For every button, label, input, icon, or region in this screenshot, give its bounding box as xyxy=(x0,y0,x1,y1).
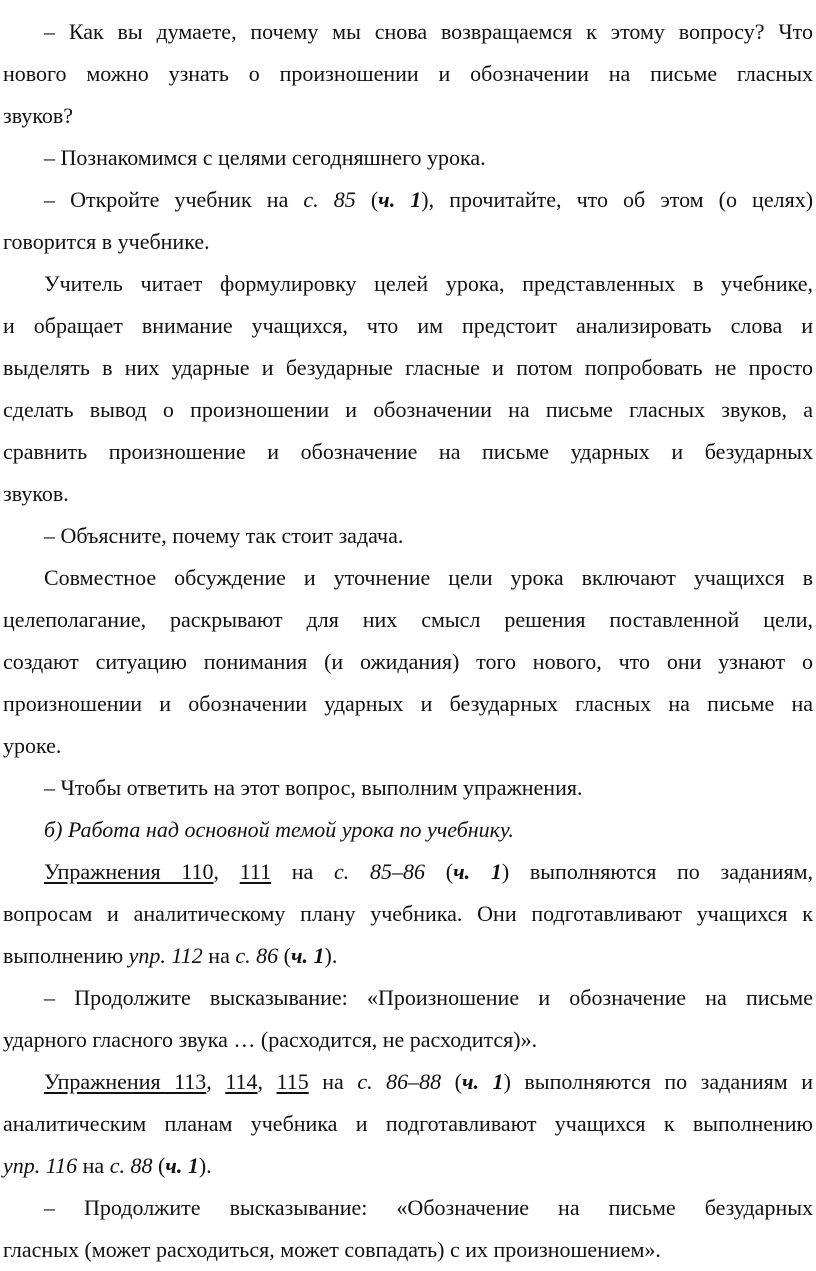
text-line: ударного гласного звука … (расходится, не расходится)». xyxy=(3,1027,538,1052)
page-ref: с. 85–86 xyxy=(334,859,426,884)
text-line: – Объясните, почему так стоит задача. xyxy=(44,523,404,548)
text-span: ( xyxy=(370,187,379,212)
text-line: – Познакомимся с целями сегодняшнего урока. xyxy=(44,145,486,170)
text-line xyxy=(3,1145,813,1187)
text-line: Учитель читает формулировку целей урока, представленных в учебнике, xyxy=(44,271,813,296)
text-line: сравнить произношение и обозначение на письме ударных и безударных xyxy=(3,439,813,464)
part-ref: ч. 1 xyxy=(461,1069,504,1094)
text-line: выделять в них ударные и безударные гласные и потом попробовать не просто xyxy=(3,355,813,380)
text-span: ). xyxy=(324,943,338,968)
text-span xyxy=(425,859,446,884)
text-line: целеполагание, раскрывают для них смысл решения поставленной цели, xyxy=(3,607,813,632)
text-line: – Продолжите высказывание: «Произношение и обозначение на письме xyxy=(44,985,813,1010)
exercise-ref: упр. 112 xyxy=(128,943,203,968)
part-ref: ч. 1 xyxy=(453,859,502,884)
text-line xyxy=(44,1061,813,1103)
part-ref: ч. 1 xyxy=(378,187,422,212)
text-line: вопросам и аналитическому плану учебника. Они подготавливают учащихся к xyxy=(3,901,813,926)
exercise-ref: упр. 116 xyxy=(3,1153,78,1178)
page-ref: с. 85 xyxy=(303,187,356,212)
text-line: нового можно узнать о произношении и обозначении на письме гласных xyxy=(3,61,813,86)
text-span: выполнению xyxy=(3,943,129,968)
page-ref: с. 86 xyxy=(235,943,279,968)
text-span: ). xyxy=(198,1153,212,1178)
part-ref: ч. 1 xyxy=(165,1153,199,1178)
text-span: ) xyxy=(501,859,510,884)
text-line: создают ситуацию понимания (и ожидания) того нового, что они узнают о xyxy=(3,649,813,674)
text-span: на xyxy=(202,943,236,968)
text-span: на xyxy=(308,1069,358,1094)
text-line: – Как вы думаете, почему мы снова возвращаемся к этому вопросу? Что xyxy=(44,19,813,44)
text-span: выполняются по заданиям и xyxy=(510,1069,813,1094)
text-span xyxy=(356,187,371,212)
text-span: ( xyxy=(441,1069,462,1094)
page-ref: с. 88 xyxy=(109,1153,153,1178)
part-ref: ч. 1 xyxy=(290,943,325,968)
text-line: аналитическим планам учебника и подготавливают учащихся к выполнению xyxy=(3,1111,813,1136)
page-ref: с. 86–88 xyxy=(357,1069,442,1094)
text-line: гласных (может расходиться, может совпадать) с их произношением». xyxy=(3,1237,661,1262)
text-span: , xyxy=(213,859,219,884)
text-span: на xyxy=(271,859,335,884)
exercise-ref: Упражнения 110 xyxy=(44,859,214,884)
text-line: и обращает внимание учащихся, что им предстоит анализировать слова и xyxy=(3,313,813,338)
text-span: выполняются по заданиям, xyxy=(509,859,814,884)
text-span: ) xyxy=(421,187,429,212)
exercise-ref: 115 xyxy=(276,1069,309,1094)
exercise-ref: Упражнения 113 xyxy=(44,1069,207,1094)
text-line: сделать вывод о произношении и обозначении на письме гласных звуков, а xyxy=(3,397,813,422)
text-span: ( xyxy=(152,1153,166,1178)
text-line: – Продолжите высказывание: «Обозначение на письме безударных xyxy=(44,1195,813,1220)
text-span: ( xyxy=(445,859,454,884)
text-line: говорится в учебнике. xyxy=(3,229,210,254)
exercise-ref: 114 xyxy=(225,1069,258,1094)
text-line xyxy=(44,179,813,221)
text-line: произношении и обозначении ударных и безударных гласных на письме на xyxy=(3,691,813,716)
text-span xyxy=(219,859,240,884)
text-line xyxy=(3,935,813,977)
text-line xyxy=(44,851,813,893)
text-line: Совместное обсуждение и уточнение цели урока включают учащихся в xyxy=(44,565,813,590)
exercise-ref: 111 xyxy=(239,859,272,884)
text-span: , прочитайте, что об этом (о целях) xyxy=(428,187,814,212)
text-span: ) xyxy=(503,1069,511,1094)
text-line: – Чтобы ответить на этот вопрос, выполним упражнения. xyxy=(44,775,583,800)
text-span: , xyxy=(206,1069,226,1094)
text-span: ( xyxy=(278,943,291,968)
text-span: – Откройте учебник на xyxy=(44,187,304,212)
text-line: звуков? xyxy=(3,103,74,128)
section-subheading: б) Работа над основной темой урока по учебнику. xyxy=(44,817,514,842)
text-line: уроке. xyxy=(3,733,62,758)
text-span: , xyxy=(257,1069,277,1094)
text-span: на xyxy=(77,1153,110,1178)
text-line: звуков. xyxy=(3,481,69,506)
